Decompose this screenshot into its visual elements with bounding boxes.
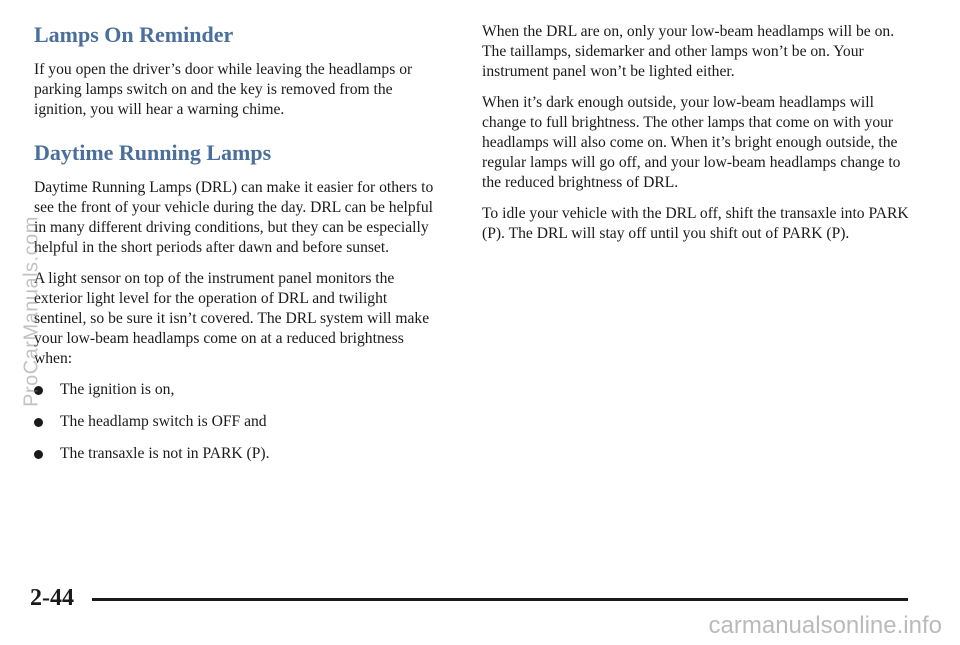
right-column bbox=[482, 22, 918, 255]
list-item bbox=[34, 444, 440, 464]
drl-sensor-text: A light sensor on top of the instrument panel monitors the exterior light level for the operation of DRL and twilight sentinel, so be sure it isn’t covered. The DRL system will make your low-beam headlamps come on at a reduced brightness when: bbox=[34, 270, 430, 367]
list-item bbox=[34, 380, 440, 400]
bullet-icon bbox=[34, 450, 43, 459]
drl-on-text: When the DRL are on, only your low-beam headlamps will be on. The taillamps, sidemarker and other lamps won’t be on. Your instrument panel won’t be lighted either. bbox=[482, 23, 895, 80]
lamps-on-reminder-heading: Lamps On Reminder bbox=[34, 22, 234, 47]
lamps-on-reminder-text: If you open the driver’s door while leaving the headlamps or parking lamps switch on and the key is removed from the ignition, you will hear a warning chime. bbox=[34, 61, 413, 118]
bullet-icon bbox=[34, 418, 43, 427]
drl-dark-text: When it’s dark enough outside, your low-beam headlamps will change to full brightness. The other lamps that come on with your headlamps will also come on. When it’s bright enough outside, the regular lamps will go off, and your low-beam headlamps change to the reduced brightness of DRL. bbox=[482, 94, 901, 191]
bottom-watermark: carmanualsonline.info bbox=[708, 612, 942, 639]
drl-conditions-list bbox=[34, 380, 440, 464]
daytime-running-lamps-heading: Daytime Running Lamps bbox=[34, 140, 272, 165]
bullet-text: The ignition is on, bbox=[60, 381, 175, 398]
list-item bbox=[34, 412, 440, 432]
bullet-text: The headlamp switch is OFF and bbox=[60, 413, 267, 430]
drl-intro-text: Daytime Running Lamps (DRL) can make it easier for others to see the front of your vehicle during the day. DRL can be helpful in many different driving conditions, but they can be especially helpful in the short periods after dawn and before sunset. bbox=[34, 179, 434, 256]
side-watermark: ProCarManuals.com bbox=[20, 216, 43, 407]
bullet-text: The transaxle is not in PARK (P). bbox=[60, 445, 270, 462]
footer-rule bbox=[92, 598, 908, 601]
page-number: 2-44 bbox=[30, 585, 74, 611]
drl-idle-text: To idle your vehicle with the DRL off, shift the transaxle into PARK (P). The DRL will stay off until you shift out of PARK (P). bbox=[482, 205, 909, 242]
left-column bbox=[34, 22, 440, 476]
